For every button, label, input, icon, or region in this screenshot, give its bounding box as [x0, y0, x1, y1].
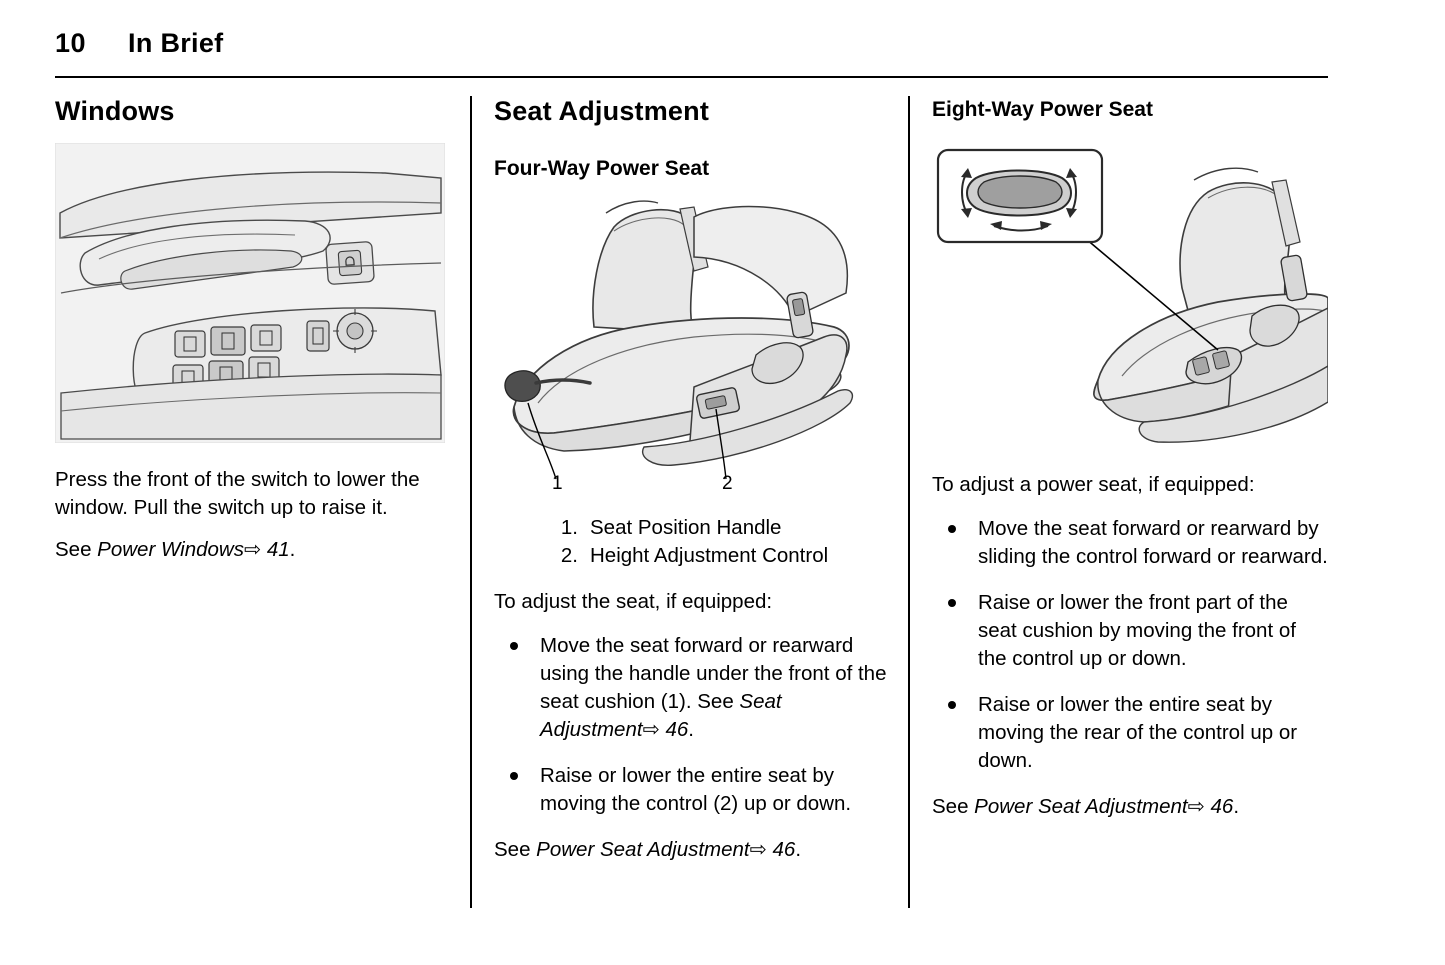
windows-paragraph: Press the front of the switch to lower the window. Pull the switch up to raise it. [55, 468, 420, 519]
figure-door-panel [55, 143, 453, 448]
section-heading-seat-adjustment: Seat Adjustment [494, 96, 710, 126]
figure-eight-way-seat [932, 138, 1328, 453]
bullet-text: Raise or lower the entire seat by moving the control (2) up or down. [540, 764, 852, 815]
see-suffix: . [1233, 795, 1240, 818]
column-eight-way-power-seat [932, 96, 1328, 821]
windows-cross-reference [55, 536, 453, 564]
see-reference: Power Seat Adjustment [974, 795, 1188, 818]
column-seat-adjustment [494, 96, 887, 864]
list-item [932, 589, 1328, 673]
section-heading-windows: Windows [55, 96, 175, 126]
list-text: Height Adjustment Control [590, 544, 829, 567]
bullet-reference: Seat Adjustment [540, 690, 782, 741]
page-header [55, 28, 1325, 59]
see-reference: Power Windows [97, 538, 244, 561]
see-page: 46 [772, 838, 796, 861]
power-seat-cross-reference [932, 793, 1328, 821]
see-suffix: . [289, 538, 296, 561]
eight-way-power-seat-illustration [932, 138, 1328, 448]
column-divider-2 [908, 96, 910, 908]
bullet-icon [510, 772, 518, 780]
column-divider-1 [470, 96, 472, 908]
list-item [552, 542, 887, 570]
arrow-icon: ⇨ [1187, 795, 1205, 818]
callout-label-1: 1 [552, 473, 563, 494]
bullet-icon [948, 701, 956, 709]
arrow-icon: ⇨ [749, 838, 767, 861]
see-suffix: . [795, 838, 802, 861]
list-item [552, 514, 887, 542]
see-page: 41 [266, 538, 290, 561]
list-item [494, 632, 887, 744]
page-number: 10 [55, 28, 87, 58]
section-heading-eight-way-power-seat: Eight-Way Power Seat [932, 98, 1153, 121]
four-way-power-seat-illustration [494, 197, 887, 487]
power-seat-bullets [932, 515, 1328, 775]
see-prefix: See [932, 795, 975, 818]
arrow-icon: ⇨ [243, 538, 262, 561]
see-page: 46 [1210, 795, 1234, 818]
bullet-text: Raise or lower the front part of the seat cushion by moving the front of the control up or down. [978, 591, 1296, 670]
door-window-switch-panel-illustration [55, 143, 445, 443]
bullet-text: Raise or lower the entire seat by moving the rear of the control up or down. [978, 693, 1298, 772]
power-seat-intro: To adjust a power seat, if equipped: [932, 473, 1255, 496]
list-number: 1. [560, 516, 578, 539]
see-reference: Power Seat Adjustment [536, 838, 750, 861]
bullet-text: Move the seat forward or rearward using the handle under the front of the seat cushion (1). See [540, 634, 887, 713]
seat-adjust-intro: To adjust the seat, if equipped: [494, 590, 773, 613]
bullet-icon [948, 525, 956, 533]
arrow-icon: ⇨ [642, 718, 660, 741]
seat-adjust-bullets [494, 632, 887, 818]
page-title: In Brief [128, 28, 224, 58]
bullet-suffix: . [688, 718, 694, 741]
bullet-text: Move the seat forward or rearward by sliding the control forward or rearward. [978, 517, 1328, 568]
callout-label-2: 2 [722, 473, 733, 494]
bullet-icon [948, 599, 956, 607]
bullet-icon [510, 642, 518, 650]
list-number: 2. [560, 544, 578, 567]
bullet-page: 46 [665, 718, 689, 741]
seat-control-list [494, 514, 887, 570]
seat-adjust-cross-reference [494, 836, 887, 864]
figure-four-way-seat [494, 197, 887, 492]
list-item [494, 762, 887, 818]
list-text: Seat Position Handle [590, 516, 782, 539]
header-divider [55, 76, 1328, 78]
column-windows [55, 96, 453, 564]
see-prefix: See [55, 538, 98, 561]
see-prefix: See [494, 838, 537, 861]
list-item [932, 691, 1328, 775]
list-item [932, 515, 1328, 571]
subheading-four-way-power-seat: Four-Way Power Seat [494, 157, 710, 180]
